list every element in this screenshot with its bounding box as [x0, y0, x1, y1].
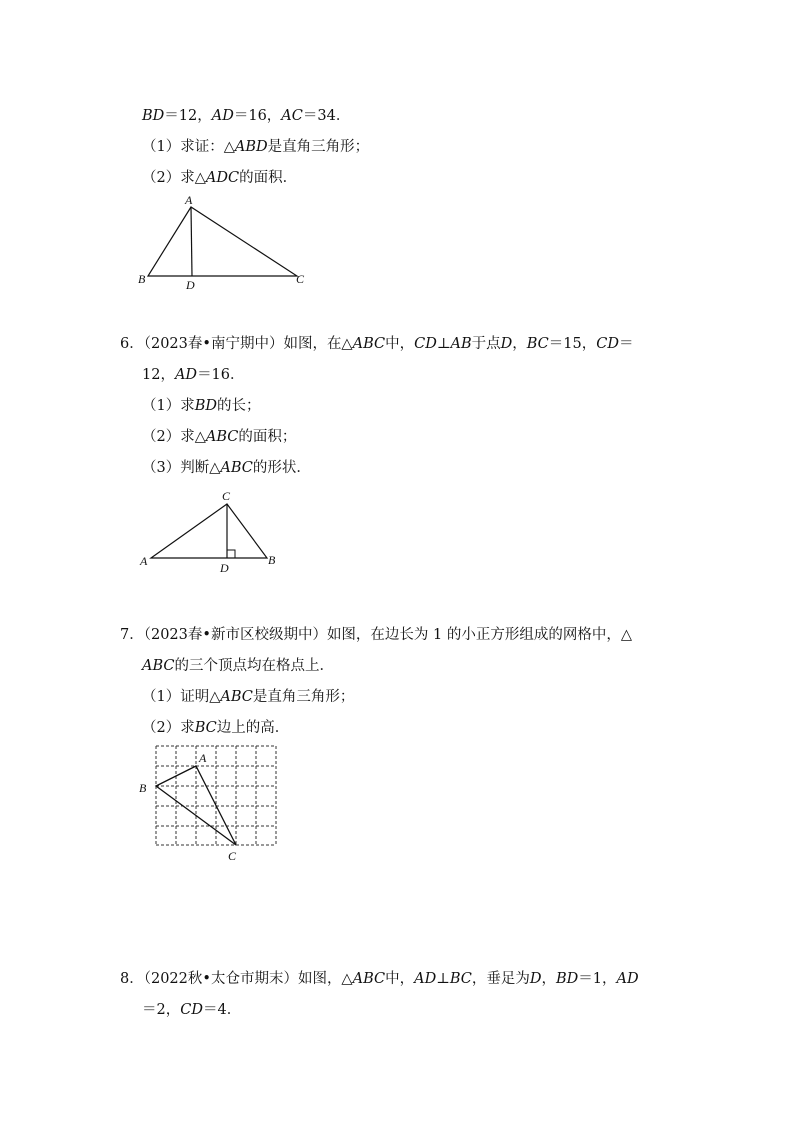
q7-part2: （2）求BC边上的高． — [142, 720, 290, 736]
q5-label-b: B — [138, 272, 146, 286]
q6-header-cont: 12，AD＝16． — [142, 367, 245, 383]
q6-part1: （1）求BD的长； — [142, 398, 261, 414]
q5-label-c: C — [296, 272, 305, 286]
q7-label-a: A — [199, 751, 207, 765]
q7-part1: （1）证明△ABC是直角三角形； — [142, 689, 355, 705]
q6-header: 6．（2023春•南宁期中）如图，在△ABC中，CD⊥AB于点D，BC＝15，CD＝ — [120, 336, 634, 352]
q7-label-c: C — [228, 849, 237, 863]
q7-header-cont: ABC的三个顶点均在格点上． — [142, 658, 334, 674]
q5-given: BD＝12，AD＝16，AC＝34． — [142, 108, 351, 124]
q8-header-cont: ＝2，CD＝4． — [142, 1002, 242, 1018]
q6-part2: （2）求△ABC的面积； — [142, 429, 297, 445]
q6-label-b: B — [268, 553, 276, 567]
q5-label-d: D — [186, 278, 195, 292]
q6-part3: （3）判断△ABC的形状． — [142, 460, 311, 476]
q5-part1: （1）求证：△ABD是直角三角形； — [142, 139, 370, 155]
q7-label-b: B — [139, 781, 147, 795]
q5-label-a: A — [185, 193, 193, 207]
q7-header: 7．（2023春•新市区校级期中）如图，在边长为 1 的小正方形组成的网格中，△ — [120, 627, 633, 643]
q6-label-a: A — [140, 554, 148, 568]
q5-part2: （2）求△ADC的面积． — [142, 170, 298, 186]
q6-label-c: C — [222, 489, 231, 503]
q6-label-d: D — [220, 561, 229, 575]
q8-header: 8．（2022秋•太仓市期末）如图，△ABC中，AD⊥BC，垂足为D，BD＝1，AD — [120, 971, 639, 987]
